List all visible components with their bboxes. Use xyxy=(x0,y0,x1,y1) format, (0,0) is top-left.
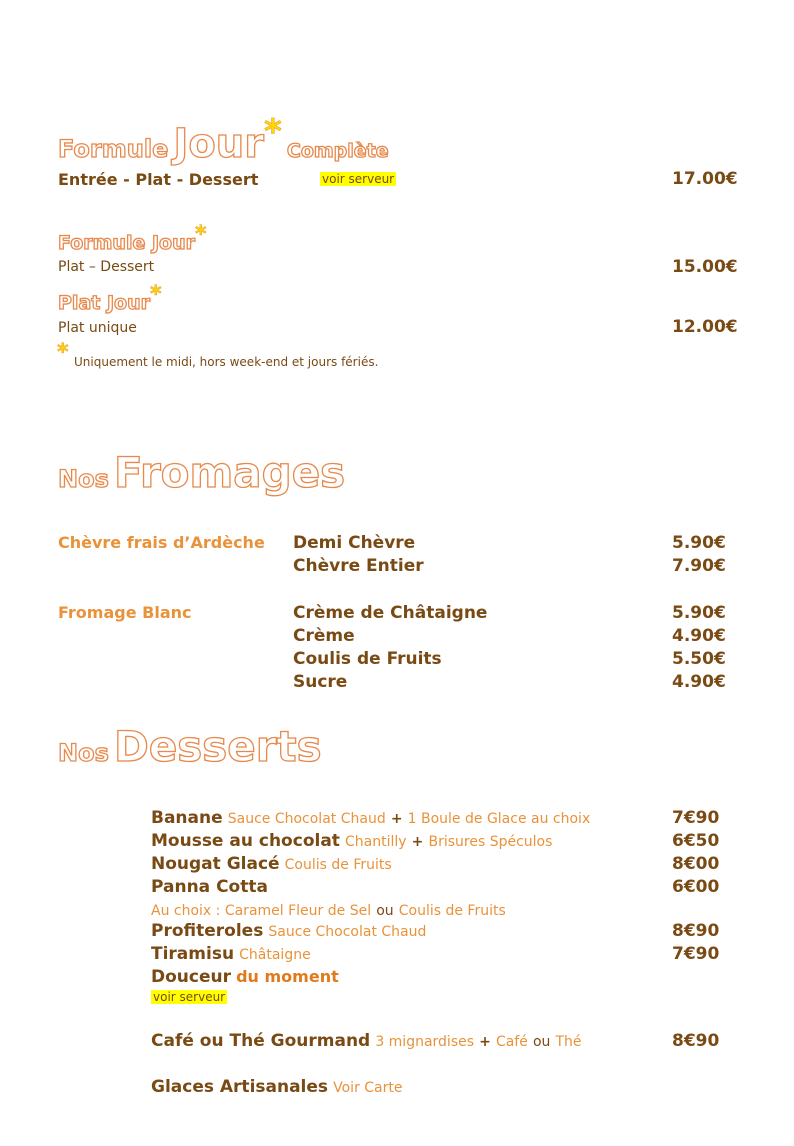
dessert-price: 6€50 xyxy=(672,831,720,851)
fromage-price: 5.90€ xyxy=(672,603,726,623)
dessert-price: 8€90 xyxy=(672,921,720,941)
fromage-item: Crème de Châtaigne xyxy=(293,603,488,623)
fromages-title xyxy=(58,448,345,497)
fromage-price: 5.90€ xyxy=(672,533,726,553)
fromage-item: Sucre xyxy=(293,672,348,692)
dessert-item xyxy=(151,808,590,828)
formule-complete-title-b: Jour xyxy=(173,121,265,167)
fromage-price: 7.90€ xyxy=(672,556,726,576)
dessert-name: Profiteroles xyxy=(151,921,264,941)
dessert-item xyxy=(151,854,392,874)
formule-jour-line: Plat – Dessert xyxy=(58,259,155,275)
footnote-star-icon: * xyxy=(57,340,69,365)
desserts-title-small: Nos xyxy=(58,739,109,767)
dessert-name: Douceur xyxy=(151,967,231,987)
dessert-detail: Brisures Spéculos xyxy=(428,834,553,850)
gourmand-price: 8€90 xyxy=(672,1031,720,1051)
footnote-text: Uniquement le midi, hors week-end et jours fériés. xyxy=(74,355,379,369)
formule-complete-title-a: Formule xyxy=(58,135,169,163)
gourmand-detail: Thé xyxy=(555,1034,582,1050)
dessert-sub-conj: ou xyxy=(376,903,394,919)
dessert-item xyxy=(151,877,268,897)
plat-jour-line: Plat unique xyxy=(58,320,137,336)
dessert-item xyxy=(151,967,339,987)
gourmand-name: Café ou Thé Gourmand xyxy=(151,1031,371,1051)
formule-jour-title-text: Formule Jour xyxy=(58,232,195,254)
dessert-name: Panna Cotta xyxy=(151,877,268,897)
dessert-name: Banane xyxy=(151,808,223,828)
dessert-detail: Sauce Chocolat Chaud xyxy=(227,811,386,827)
dessert-sub: Coulis de Fruits xyxy=(398,903,506,919)
gourmand-detail: 3 mignardises xyxy=(375,1034,475,1050)
fromages-title-big: Fromages xyxy=(113,448,346,497)
dessert-item xyxy=(151,944,311,964)
dessert-accent: du moment xyxy=(236,967,339,986)
fromage-item: Chèvre Entier xyxy=(293,556,424,576)
star-icon: * xyxy=(264,112,282,152)
dessert-sub: Au choix : Caramel Fleur de Sel xyxy=(151,903,372,919)
fromage-item: Crème xyxy=(293,626,355,646)
dessert-name: Nougat Glacé xyxy=(151,854,280,874)
formule-jour-title xyxy=(58,222,207,254)
desserts-title-big: Desserts xyxy=(113,722,322,771)
star-icon: * xyxy=(149,282,162,307)
dessert-conj: + xyxy=(390,811,403,827)
fromage-price: 4.90€ xyxy=(672,626,726,646)
formule-complete-line: Entrée - Plat - Dessert xyxy=(58,170,259,189)
fromage-price: 4.90€ xyxy=(672,672,726,692)
dessert-subline xyxy=(151,900,506,919)
fromage-group-chevre: Chèvre frais d’Ardèche xyxy=(58,533,265,552)
gourmand-conj: ou xyxy=(532,1034,551,1050)
formule-complete-title-c: Complète xyxy=(286,140,389,162)
plat-jour-title-text: Plat Jour xyxy=(58,292,150,314)
fromage-item: Demi Chèvre xyxy=(293,533,416,553)
dessert-detail: 1 Boule de Glace au choix xyxy=(407,811,591,827)
glaces-name: Glaces Artisanales xyxy=(151,1077,329,1097)
dessert-name: Tiramisu xyxy=(151,944,235,964)
dessert-detail: Coulis de Fruits xyxy=(284,857,392,873)
desserts-title xyxy=(58,722,322,771)
star-icon: * xyxy=(195,222,207,247)
douceur-note: voir serveur xyxy=(153,990,226,1004)
dessert-detail: Sauce Chocolat Chaud xyxy=(268,924,427,940)
fromage-item: Coulis de Fruits xyxy=(293,649,442,669)
plat-jour-price: 12.00€ xyxy=(672,317,738,337)
dessert-price: 7€90 xyxy=(672,944,720,964)
formule-complete-note: voir serveur xyxy=(322,172,395,186)
formule-complete-title xyxy=(58,112,389,167)
dessert-price: 6€00 xyxy=(672,877,720,897)
dessert-item xyxy=(151,921,426,941)
dessert-detail: Châtaigne xyxy=(239,947,311,963)
formule-jour-price: 15.00€ xyxy=(672,257,738,277)
plat-jour-title xyxy=(58,282,162,314)
fromages-title-small: Nos xyxy=(58,465,109,493)
glaces-detail: Voir Carte xyxy=(333,1080,403,1096)
gourmand-item xyxy=(151,1031,582,1051)
gourmand-conj: + xyxy=(479,1034,491,1050)
fromage-group-blanc: Fromage Blanc xyxy=(58,603,192,622)
formule-complete-price: 17.00€ xyxy=(672,169,738,189)
dessert-item xyxy=(151,831,552,851)
dessert-conj: + xyxy=(411,834,424,850)
dessert-price: 8€00 xyxy=(672,854,720,874)
gourmand-detail: Café xyxy=(495,1034,528,1050)
dessert-detail: Chantilly xyxy=(345,834,407,850)
fromage-price: 5.50€ xyxy=(672,649,726,669)
dessert-name: Mousse au chocolat xyxy=(151,831,340,851)
dessert-price: 7€90 xyxy=(672,808,720,828)
glaces-item xyxy=(151,1077,403,1097)
